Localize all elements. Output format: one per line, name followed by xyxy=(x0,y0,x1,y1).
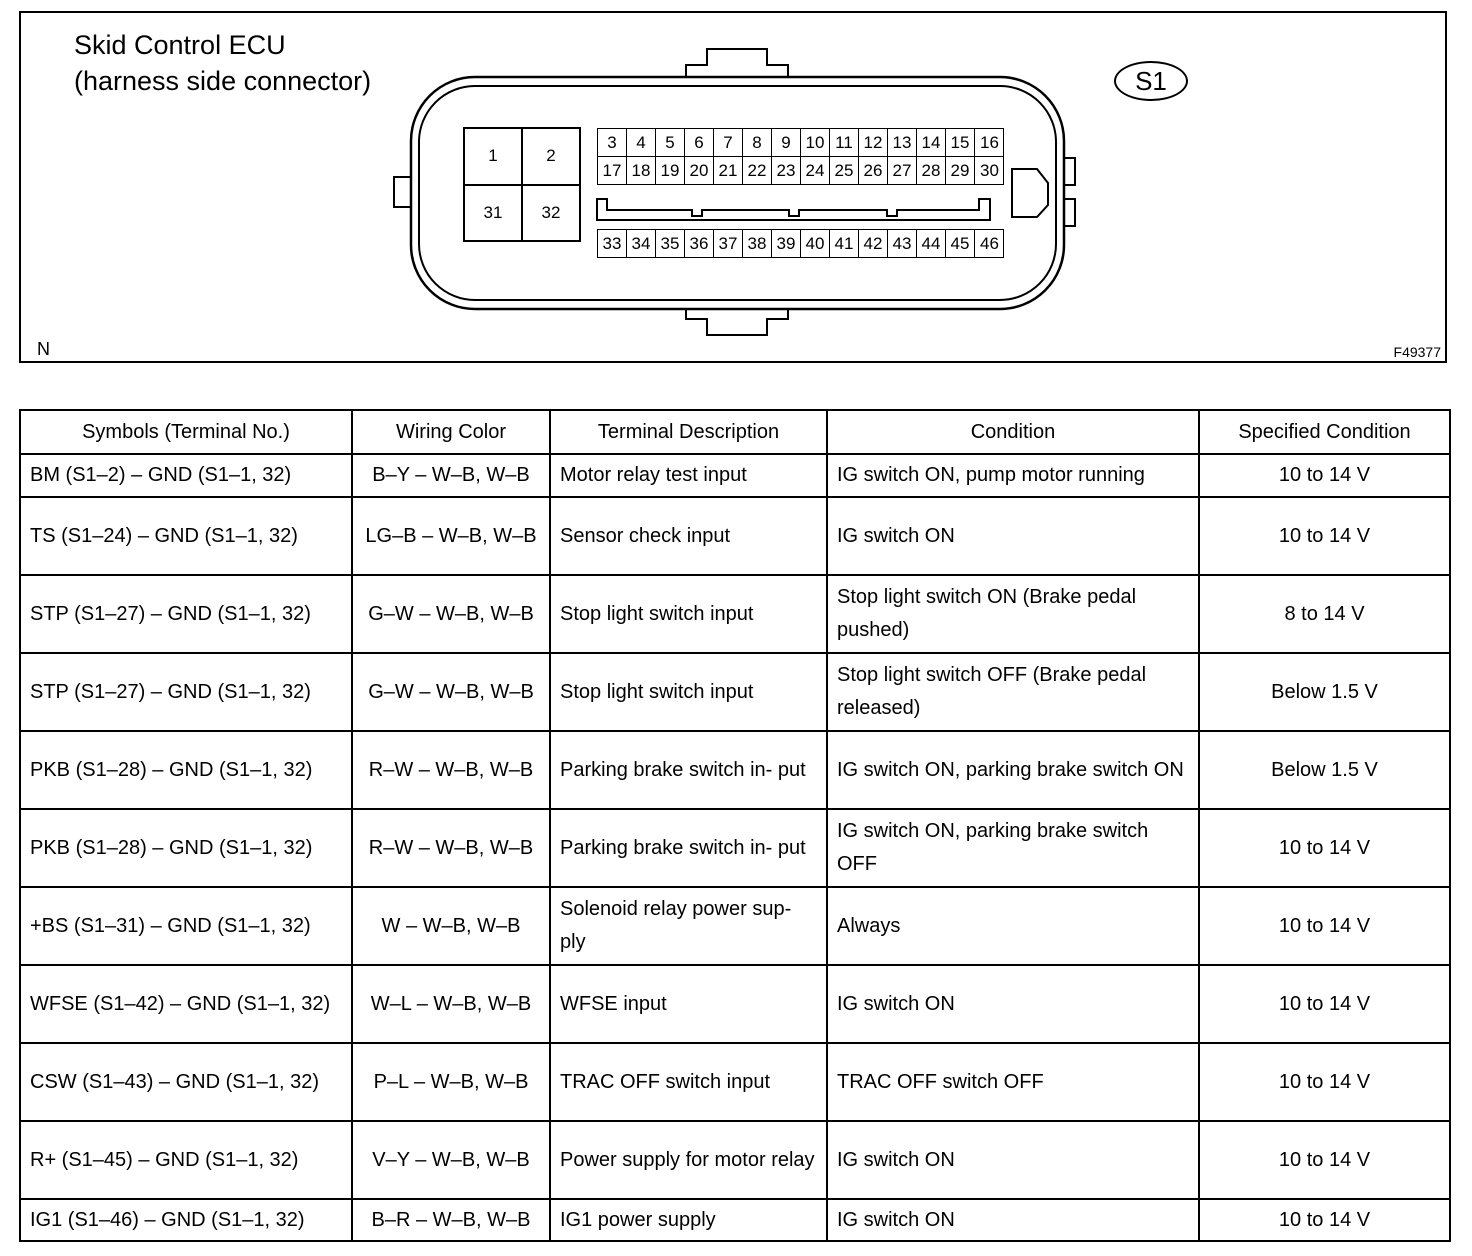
pin-cell: 16 xyxy=(980,133,999,152)
cell-spec: 10 to 14 V xyxy=(1199,1121,1450,1199)
cell-condition: IG switch ON, parking brake switch ON xyxy=(827,731,1199,809)
cell-spec: Below 1.5 V xyxy=(1199,731,1450,809)
cell-symbol: BM (S1–2) – GND (S1–1, 32) xyxy=(20,454,352,497)
cell-spec: 10 to 14 V xyxy=(1199,809,1450,887)
cell-wiring: R–W – W–B, W–B xyxy=(352,731,550,809)
cell-description: WFSE input xyxy=(550,965,827,1043)
cell-description: Sensor check input xyxy=(550,497,827,575)
pin-cell: 46 xyxy=(980,233,999,253)
cell-description: Stop light switch input xyxy=(550,575,827,653)
cell-wiring: V–Y – W–B, W–B xyxy=(352,1121,550,1199)
cell-condition: IG switch ON xyxy=(827,497,1199,575)
cell-spec: 8 to 14 V xyxy=(1199,575,1450,653)
cell-wiring: G–W – W–B, W–B xyxy=(352,653,550,731)
pin-cell: 22 xyxy=(743,157,772,184)
cell-symbol: STP (S1–27) – GND (S1–1, 32) xyxy=(20,575,352,653)
pin-cell: 34 xyxy=(627,230,656,257)
pin-cell: 26 xyxy=(859,157,888,184)
cell-condition: IG switch ON xyxy=(827,965,1199,1043)
cell-condition: Stop light switch OFF (Brake pedal released) xyxy=(827,653,1199,731)
pin-cell: 15 xyxy=(946,129,975,157)
table-header-row xyxy=(20,410,1450,454)
cell-wiring: G–W – W–B, W–B xyxy=(352,575,550,653)
figure-title-line2: (harness side connector) xyxy=(74,66,372,96)
pin-cell: 8 xyxy=(743,129,772,157)
cell-symbol: CSW (S1–43) – GND (S1–1, 32) xyxy=(20,1043,352,1121)
cell-symbol: R+ (S1–45) – GND (S1–1, 32) xyxy=(20,1121,352,1199)
pin-cell: 21 xyxy=(714,157,743,184)
pin-cell: 25 xyxy=(830,157,859,184)
pin-cell: 37 xyxy=(714,230,743,257)
pin-cell: 41 xyxy=(830,230,859,257)
cell-description: Parking brake switch in- put xyxy=(550,731,827,809)
table-row xyxy=(20,731,1450,809)
cell-wiring: R–W – W–B, W–B xyxy=(352,809,550,887)
cell-description: Motor relay test input xyxy=(550,454,827,497)
pin-cell: 24 xyxy=(801,157,830,184)
cell-symbol: WFSE (S1–42) – GND (S1–1, 32) xyxy=(20,965,352,1043)
cell-condition: IG switch ON, parking brake switch OFF xyxy=(827,809,1199,887)
pin-cell: 19 xyxy=(656,157,685,184)
figure-note: N xyxy=(37,339,50,359)
pin-cell: 38 xyxy=(743,230,772,257)
table-row xyxy=(20,497,1450,575)
pin-cell: 39 xyxy=(772,230,801,257)
header-specified-condition: Specified Condition xyxy=(1199,410,1450,454)
cell-condition: IG switch ON xyxy=(827,1199,1199,1241)
connector-outline xyxy=(21,13,1449,365)
table-row xyxy=(20,575,1450,653)
header-terminal-description: Terminal Description xyxy=(550,410,827,454)
cell-wiring: B–R – W–B, W–B xyxy=(352,1199,550,1241)
pin-row-upper xyxy=(597,128,1004,157)
cell-wiring: B–Y – W–B, W–B xyxy=(352,454,550,497)
cell-symbol: PKB (S1–28) – GND (S1–1, 32) xyxy=(20,731,352,809)
cell-description: Stop light switch input xyxy=(550,653,827,731)
pin-cell: 13 xyxy=(888,129,917,157)
table-row xyxy=(20,454,1450,497)
pin-cell: 27 xyxy=(888,157,917,184)
pin-cell: 9 xyxy=(772,129,801,157)
pin-cell: 10 xyxy=(801,129,830,157)
pin-cell: 29 xyxy=(946,157,975,184)
cell-condition: Stop light switch ON (Brake pedal pushed) xyxy=(827,575,1199,653)
cell-symbol: TS (S1–24) – GND (S1–1, 32) xyxy=(20,497,352,575)
cell-description: Parking brake switch in- put xyxy=(550,809,827,887)
cell-condition: TRAC OFF switch OFF xyxy=(827,1043,1199,1121)
pin-cell: 20 xyxy=(685,157,714,184)
header-symbols: Symbols (Terminal No.) xyxy=(20,410,352,454)
pin-cell: 17 xyxy=(598,157,627,184)
header-condition: Condition xyxy=(827,410,1199,454)
cell-condition: IG switch ON xyxy=(827,1121,1199,1199)
pin-cell: 40 xyxy=(801,230,830,257)
pin-cell: 28 xyxy=(917,157,946,184)
pin-cell: 1 xyxy=(464,128,522,185)
cell-wiring: W – W–B, W–B xyxy=(352,887,550,965)
pin-cell: 42 xyxy=(859,230,888,257)
table-row xyxy=(20,887,1450,965)
pin-cell: 45 xyxy=(946,230,975,257)
cell-spec: 10 to 14 V xyxy=(1199,1199,1450,1241)
pin-cell: 7 xyxy=(714,129,743,157)
pin-cell: 3 xyxy=(598,129,627,157)
pin-cell: 23 xyxy=(772,157,801,184)
cell-symbol: PKB (S1–28) – GND (S1–1, 32) xyxy=(20,809,352,887)
cell-description: Solenoid relay power sup- ply xyxy=(550,887,827,965)
cell-condition: Always xyxy=(827,887,1199,965)
table-row xyxy=(20,1121,1450,1199)
cell-spec: 10 to 14 V xyxy=(1199,1043,1450,1121)
table-row xyxy=(20,965,1450,1043)
figure-code: F49377 xyxy=(1393,344,1441,360)
pin-row-lower xyxy=(597,229,1004,258)
pin-cell: 35 xyxy=(656,230,685,257)
table-row xyxy=(20,1199,1450,1241)
pin-cell: 30 xyxy=(980,160,999,180)
pin-cell: 31 xyxy=(464,185,522,242)
cell-spec: Below 1.5 V xyxy=(1199,653,1450,731)
header-wiring-color: Wiring Color xyxy=(352,410,550,454)
pin-cell: 33 xyxy=(598,230,627,257)
cell-description: Power supply for motor relay xyxy=(550,1121,827,1199)
cell-description: IG1 power supply xyxy=(550,1199,827,1241)
table-row xyxy=(20,1043,1450,1121)
cell-symbol: STP (S1–27) – GND (S1–1, 32) xyxy=(20,653,352,731)
pin-cell: 4 xyxy=(627,129,656,157)
pin-cell: 6 xyxy=(685,129,714,157)
pin-cell: 5 xyxy=(656,129,685,157)
cell-wiring: LG–B – W–B, W–B xyxy=(352,497,550,575)
pin-cell: 44 xyxy=(917,230,946,257)
connector-figure xyxy=(19,11,1447,363)
cell-condition: IG switch ON, pump motor running xyxy=(827,454,1199,497)
pin-cell: 43 xyxy=(888,230,917,257)
connector-id-badge: S1 xyxy=(1114,61,1188,101)
pin-cell: 12 xyxy=(859,129,888,157)
pin-cell: 2 xyxy=(522,128,580,185)
cell-spec: 10 to 14 V xyxy=(1199,497,1450,575)
terminal-spec-table xyxy=(19,409,1451,1242)
figure-title-line1: Skid Control ECU xyxy=(74,30,286,60)
large-pin-block xyxy=(463,127,581,242)
cell-symbol: IG1 (S1–46) – GND (S1–1, 32) xyxy=(20,1199,352,1241)
pin-row-middle xyxy=(597,156,1004,185)
pin-cell: 18 xyxy=(627,157,656,184)
cell-description: TRAC OFF switch input xyxy=(550,1043,827,1121)
pin-cell: 36 xyxy=(685,230,714,257)
table-row xyxy=(20,809,1450,887)
cell-spec: 10 to 14 V xyxy=(1199,454,1450,497)
cell-spec: 10 to 14 V xyxy=(1199,887,1450,965)
pin-cell: 32 xyxy=(522,185,580,242)
cell-wiring: W–L – W–B, W–B xyxy=(352,965,550,1043)
pin-cell: 11 xyxy=(830,129,859,157)
table-row xyxy=(20,653,1450,731)
pin-cell: 14 xyxy=(917,129,946,157)
cell-spec: 10 to 14 V xyxy=(1199,965,1450,1043)
cell-symbol: +BS (S1–31) – GND (S1–1, 32) xyxy=(20,887,352,965)
cell-wiring: P–L – W–B, W–B xyxy=(352,1043,550,1121)
